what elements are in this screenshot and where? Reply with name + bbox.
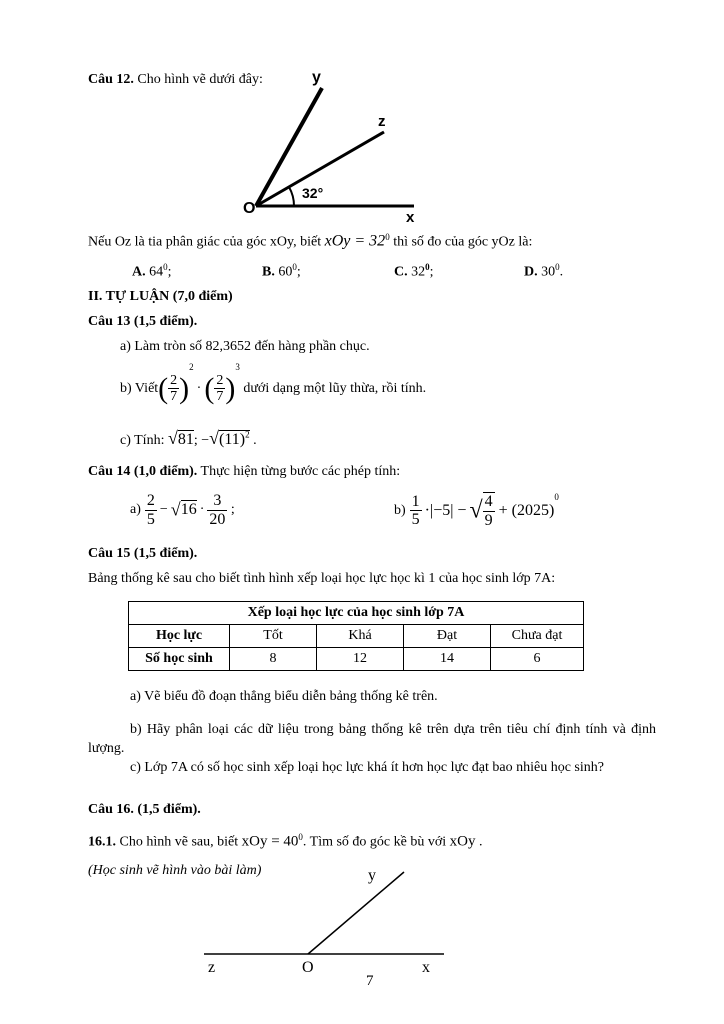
- table-cell: 14: [404, 648, 491, 671]
- q15-intro: Bảng thống kê sau cho biết tình hình xếp loại học lực học kì 1 của học sinh lớp 7A:: [88, 571, 556, 586]
- q13-a: a) Làm tròn số 82,3652 đến hàng phần chục.: [120, 339, 370, 354]
- ray-oy: [308, 872, 404, 954]
- label-y: y: [368, 867, 376, 884]
- label-z: z: [208, 959, 216, 976]
- table-cell: Khá: [317, 625, 404, 648]
- label-x: x: [422, 959, 430, 976]
- q15-a: a) Vẽ biểu đồ đoạn thẳng biểu diễn bảng thống kê trên.: [130, 689, 438, 704]
- label-o: O: [302, 959, 314, 976]
- q16-label: Câu 16. (1,5 điểm).: [88, 802, 201, 817]
- q12-stmt-math: xOy = 32: [324, 232, 386, 250]
- angle-arc: [289, 187, 294, 206]
- option-a[interactable]: A. $64^0$;: [132, 262, 172, 280]
- table-cell: 6: [491, 648, 584, 671]
- q13-b: b) Viết( $\frac{2}{7}$ )$^2$· ( $\frac{2}{7}$ )$^3$ dưới dạng một lũy thừa, rồi tính.: [120, 362, 427, 405]
- q15-b: b) Hãy phân loại các dữ liệu trong bảng thống kê trên dựa trên tiêu chí định tính và định lượng.: [88, 722, 656, 756]
- page-number: 7: [366, 973, 374, 989]
- table-title-row: [129, 602, 584, 625]
- q12-heading: [88, 72, 263, 88]
- q12-label: Câu 12.: [88, 72, 134, 87]
- table-cell: 12: [317, 648, 404, 671]
- q16-figure: [200, 864, 460, 974]
- row-head: Học lực: [129, 625, 230, 648]
- table-row: [129, 625, 584, 648]
- table-title: Xếp loại học lực của học sinh lớp 7A: [129, 602, 584, 625]
- table-cell: 8: [230, 648, 317, 671]
- table-cell: Tốt: [230, 625, 317, 648]
- q14-a: a) $\frac{2}{5}$ − √16 · $\frac{3}{20}$ ;: [130, 492, 235, 528]
- label-z: z: [378, 113, 386, 130]
- q12-text: Cho hình vẽ dưới đây:: [133, 72, 263, 87]
- section-heading: II. TỰ LUẬN (7,0 điểm): [88, 289, 233, 304]
- label-y: y: [312, 69, 321, 86]
- option-b[interactable]: B. $60^0$;: [262, 262, 301, 280]
- table-cell: Đạt: [404, 625, 491, 648]
- label-x: x: [406, 209, 415, 226]
- q15-c: c) Lớp 7A có số học sinh xếp loại học lực khá ít hơn học lực đạt bao nhiêu học sinh?: [130, 760, 604, 775]
- table-row: [129, 648, 584, 671]
- stats-table: [128, 601, 584, 671]
- q15-label: Câu 15 (1,5 điểm).: [88, 546, 198, 561]
- option-c[interactable]: C. $32^0$;: [394, 262, 434, 280]
- q16-note: (Học sinh vẽ hình vào bài làm): [88, 863, 262, 878]
- row-head: Số học sinh: [129, 648, 230, 671]
- table-cell: Chưa đạt: [491, 625, 584, 648]
- q12-figure: [240, 66, 440, 226]
- q13-c: c) Tính: √81; $-√(11)^2$ .: [120, 428, 257, 448]
- label-o: O: [243, 200, 256, 217]
- q14-heading: Câu 14 (1,0 điểm). Thực hiện từng bước các phép tính:: [88, 464, 401, 479]
- q16-1: 16.1. Cho hình vẽ sau, biết xOy = $40^0$. Tìm số đo góc kề bù với xOy .: [88, 832, 483, 850]
- q13-label: Câu 13 (1,5 điểm).: [88, 314, 198, 329]
- q12-statement: Nếu Oz là tia phân giác của góc xOy, biết xOy = $32^0$ thì số đo của góc yOz là:: [88, 232, 533, 250]
- q14-b: b) $\frac{1}{5}$ ·|−5| − √ $\frac{4}{9}$ + $(2025)^0$: [394, 492, 559, 529]
- label-angle: 32°: [302, 185, 324, 201]
- option-d[interactable]: D. $30^0$.: [524, 262, 564, 280]
